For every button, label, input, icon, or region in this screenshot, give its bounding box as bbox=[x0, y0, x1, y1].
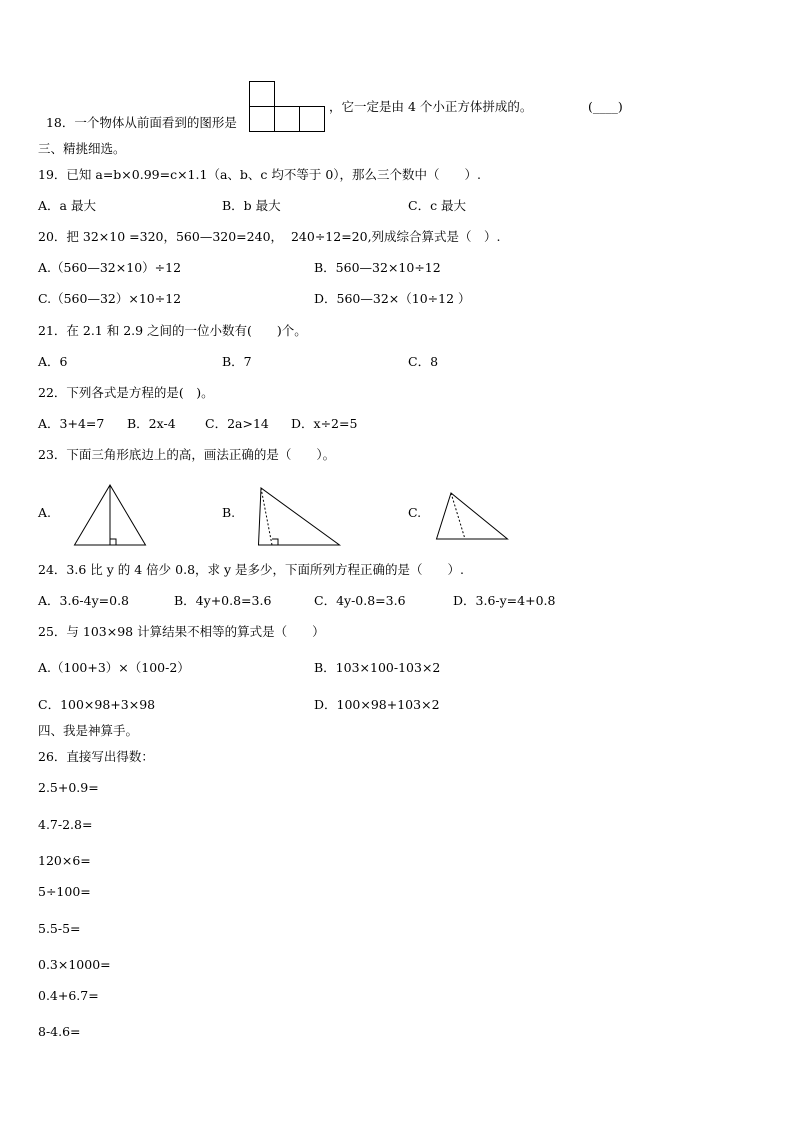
question-25-stem: 25．与 103×98 计算结果不相等的算式是（ ） bbox=[38, 624, 325, 639]
question-19-stem: 19．已知 a=b×0.99=c×1.1（a、b、c 均不等于 0），那么三个数中（ ）. bbox=[38, 167, 482, 182]
calc-item[interactable]: 2.5+0.9= bbox=[38, 780, 99, 795]
question-23-option-c[interactable]: C. bbox=[408, 505, 422, 520]
calc-item[interactable]: 120×6= bbox=[38, 853, 91, 868]
section-4-heading: 四、我是神算手。 bbox=[38, 723, 139, 738]
question-23-stem: 23．下面三角形底边上的高，画法正确的是（ ）。 bbox=[38, 447, 336, 462]
question-19-option-a[interactable]: A．a 最大 bbox=[38, 198, 96, 213]
question-22-stem: 22．下列各式是方程的是( )。 bbox=[38, 385, 214, 400]
question-24-option-d[interactable]: D．3.6-y=4+0.8 bbox=[453, 593, 556, 608]
calc-item[interactable]: 5÷100= bbox=[38, 884, 91, 899]
question-20-option-d[interactable]: D．560—32×（10÷12 ） bbox=[314, 291, 471, 306]
question-25-option-c[interactable]: C．100×98+3×98 bbox=[38, 697, 156, 712]
answer-blank[interactable]: (____) bbox=[588, 99, 623, 114]
question-24-stem: 24．3.6 比 y 的 4 倍少 0.8，求 y 是多少，下面所列方程正确的是（ ）. bbox=[38, 562, 465, 577]
question-19-option-b[interactable]: B．b 最大 bbox=[222, 198, 281, 213]
section-3-heading: 三、精挑细选。 bbox=[38, 141, 126, 156]
calc-item[interactable]: 0.3×1000= bbox=[38, 957, 111, 972]
question-22-option-b[interactable]: B．2x-4 bbox=[127, 416, 176, 431]
triangle-b-figure bbox=[258, 487, 340, 547]
question-25-option-b[interactable]: B．103×100-103×2 bbox=[314, 660, 441, 675]
question-24-option-b[interactable]: B．4y+0.8=3.6 bbox=[174, 593, 272, 608]
question-26-stem: 26．直接写出得数： bbox=[38, 749, 154, 764]
question-18 bbox=[38, 99, 237, 131]
question-18-text-after: ，它一定是由 4 个小正方体拼成的。 bbox=[329, 99, 533, 114]
question-20-stem: 20．把 32×10 =320，560—320=240， 240÷12=20,列成综合算式是（ ）. bbox=[38, 229, 501, 244]
question-22-option-d[interactable]: D．x÷2=5 bbox=[291, 416, 358, 431]
question-23-option-b[interactable]: B. bbox=[222, 505, 236, 520]
question-25-option-d[interactable]: D．100×98+103×2 bbox=[314, 697, 440, 712]
calc-item[interactable]: 0.4+6.7= bbox=[38, 988, 99, 1003]
question-21-option-c[interactable]: C．8 bbox=[408, 354, 439, 369]
question-19-option-c[interactable]: C．c 最大 bbox=[408, 198, 467, 213]
question-20-option-b[interactable]: B．560—32×10÷12 bbox=[314, 260, 441, 275]
triangle-a-figure bbox=[74, 484, 146, 546]
front-view-figure bbox=[249, 81, 329, 133]
question-24-option-a[interactable]: A．3.6-4y=0.8 bbox=[38, 593, 129, 608]
calc-item[interactable]: 5.5-5= bbox=[38, 921, 81, 936]
calc-item[interactable]: 8-4.6= bbox=[38, 1024, 81, 1039]
question-22-option-c[interactable]: C．2a>14 bbox=[205, 416, 269, 431]
question-22-option-a[interactable]: A．3+4=7 bbox=[38, 416, 105, 431]
triangle-c-figure bbox=[436, 492, 508, 540]
question-20-option-a[interactable]: A.（560—32×10）÷12 bbox=[38, 260, 182, 275]
question-18-text-before: 18．一个物体从前面看到的图形是 bbox=[45, 115, 237, 130]
question-21-option-b[interactable]: B．7 bbox=[222, 354, 252, 369]
calc-item[interactable]: 4.7-2.8= bbox=[38, 817, 93, 832]
question-25-option-a[interactable]: A.（100+3）×（100-2） bbox=[38, 660, 190, 675]
question-21-stem: 21．在 2.1 和 2.9 之间的一位小数有( )个。 bbox=[38, 323, 307, 338]
question-20-option-c[interactable]: C.（560—32）×10÷12 bbox=[38, 291, 182, 306]
question-21-option-a[interactable]: A．6 bbox=[38, 354, 68, 369]
question-23-option-a[interactable]: A. bbox=[38, 505, 52, 520]
question-24-option-c[interactable]: C．4y-0.8=3.6 bbox=[314, 593, 406, 608]
